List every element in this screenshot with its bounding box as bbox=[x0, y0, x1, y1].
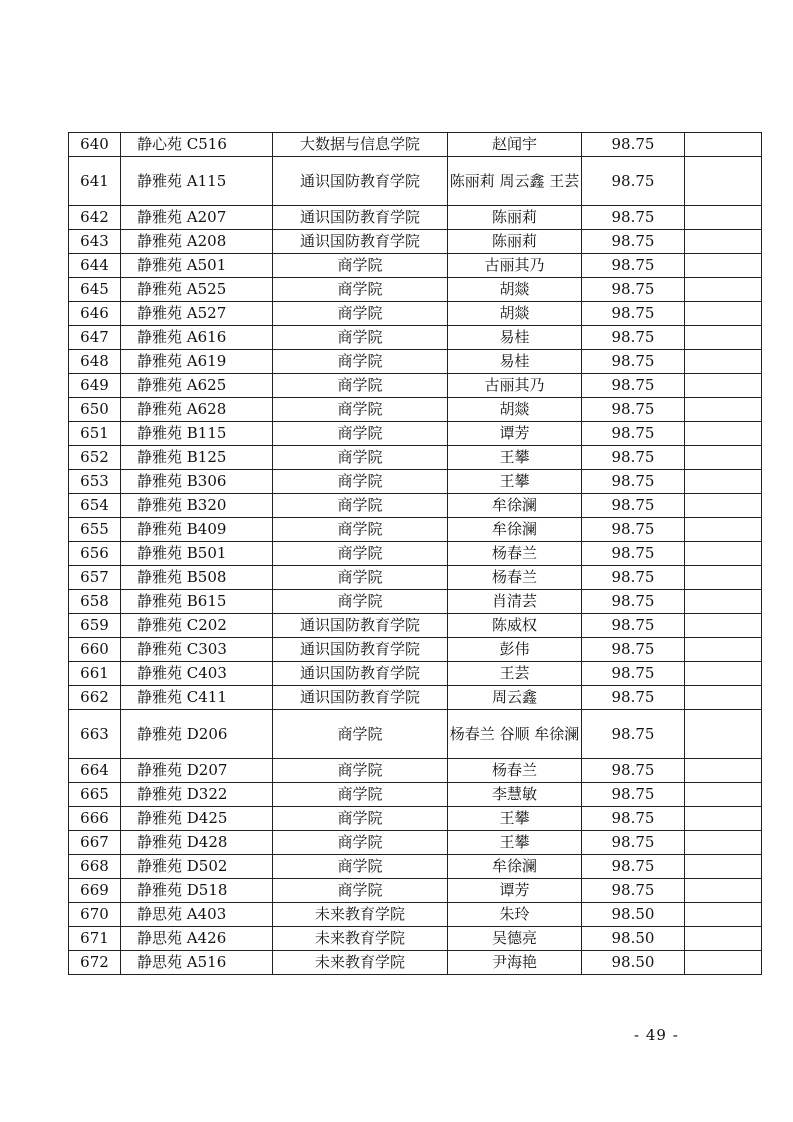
college-cell: 商学院 bbox=[273, 879, 448, 903]
college-cell: 商学院 bbox=[273, 254, 448, 278]
inspector-name-cell: 易桂 bbox=[448, 326, 582, 350]
table-row bbox=[69, 133, 762, 157]
score-cell: 98.75 bbox=[582, 230, 685, 254]
table-row bbox=[69, 686, 762, 710]
room-cell: 静雅苑 D428 bbox=[121, 831, 273, 855]
inspector-name-cell: 吴德亮 bbox=[448, 927, 582, 951]
table-row bbox=[69, 759, 762, 783]
inspector-name-cell: 胡燚 bbox=[448, 302, 582, 326]
remark-cell bbox=[685, 206, 762, 230]
row-number-cell: 667 bbox=[69, 831, 121, 855]
inspector-name-cell: 尹海艳 bbox=[448, 951, 582, 975]
college-cell: 商学院 bbox=[273, 278, 448, 302]
row-number-cell: 668 bbox=[69, 855, 121, 879]
inspector-name-cell: 彭伟 bbox=[448, 638, 582, 662]
inspector-name-cell: 王攀 bbox=[448, 831, 582, 855]
table-row bbox=[69, 710, 762, 759]
score-cell: 98.75 bbox=[582, 590, 685, 614]
row-number-cell: 641 bbox=[69, 157, 121, 206]
score-cell: 98.75 bbox=[582, 302, 685, 326]
inspector-name-cell: 陈丽莉 周云鑫 王芸 bbox=[448, 157, 582, 206]
table-row bbox=[69, 278, 762, 302]
college-cell: 商学院 bbox=[273, 855, 448, 879]
score-cell: 98.75 bbox=[582, 879, 685, 903]
row-number-cell: 669 bbox=[69, 879, 121, 903]
inspector-name-cell: 谭芳 bbox=[448, 879, 582, 903]
table-row bbox=[69, 807, 762, 831]
score-cell: 98.75 bbox=[582, 278, 685, 302]
college-cell: 商学院 bbox=[273, 807, 448, 831]
score-cell: 98.75 bbox=[582, 470, 685, 494]
room-cell: 静雅苑 D206 bbox=[121, 710, 273, 759]
college-cell: 商学院 bbox=[273, 302, 448, 326]
table-row bbox=[69, 542, 762, 566]
row-number-cell: 645 bbox=[69, 278, 121, 302]
table-row bbox=[69, 879, 762, 903]
score-cell: 98.75 bbox=[582, 855, 685, 879]
remark-cell bbox=[685, 446, 762, 470]
remark-cell bbox=[685, 326, 762, 350]
college-cell: 商学院 bbox=[273, 542, 448, 566]
remark-cell bbox=[685, 133, 762, 157]
table-row bbox=[69, 590, 762, 614]
inspector-name-cell: 赵闻宇 bbox=[448, 133, 582, 157]
row-number-cell: 657 bbox=[69, 566, 121, 590]
room-cell: 静雅苑 D502 bbox=[121, 855, 273, 879]
score-cell: 98.75 bbox=[582, 759, 685, 783]
row-number-cell: 656 bbox=[69, 542, 121, 566]
remark-cell bbox=[685, 350, 762, 374]
remark-cell bbox=[685, 783, 762, 807]
college-cell: 商学院 bbox=[273, 422, 448, 446]
row-number-cell: 660 bbox=[69, 638, 121, 662]
inspector-name-cell: 杨春兰 bbox=[448, 566, 582, 590]
college-cell: 商学院 bbox=[273, 518, 448, 542]
score-cell: 98.75 bbox=[582, 446, 685, 470]
college-cell: 商学院 bbox=[273, 374, 448, 398]
room-cell: 静雅苑 A616 bbox=[121, 326, 273, 350]
room-cell: 静雅苑 A207 bbox=[121, 206, 273, 230]
college-cell: 商学院 bbox=[273, 783, 448, 807]
inspector-name-cell: 朱玲 bbox=[448, 903, 582, 927]
table-row bbox=[69, 254, 762, 278]
college-cell: 商学院 bbox=[273, 590, 448, 614]
remark-cell bbox=[685, 542, 762, 566]
remark-cell bbox=[685, 879, 762, 903]
college-cell: 商学院 bbox=[273, 710, 448, 759]
row-number-cell: 655 bbox=[69, 518, 121, 542]
remark-cell bbox=[685, 590, 762, 614]
score-cell: 98.75 bbox=[582, 638, 685, 662]
table-row bbox=[69, 398, 762, 422]
college-cell: 大数据与信息学院 bbox=[273, 133, 448, 157]
inspector-name-cell: 胡燚 bbox=[448, 278, 582, 302]
college-cell: 商学院 bbox=[273, 831, 448, 855]
room-cell: 静雅苑 B508 bbox=[121, 566, 273, 590]
remark-cell bbox=[685, 157, 762, 206]
inspector-name-cell: 周云鑫 bbox=[448, 686, 582, 710]
room-cell: 静雅苑 A208 bbox=[121, 230, 273, 254]
inspector-name-cell: 杨春兰 bbox=[448, 759, 582, 783]
row-number-cell: 646 bbox=[69, 302, 121, 326]
inspector-name-cell: 牟徐澜 bbox=[448, 494, 582, 518]
room-cell: 静思苑 A516 bbox=[121, 951, 273, 975]
row-number-cell: 647 bbox=[69, 326, 121, 350]
inspector-name-cell: 牟徐澜 bbox=[448, 518, 582, 542]
row-number-cell: 648 bbox=[69, 350, 121, 374]
row-number-cell: 671 bbox=[69, 927, 121, 951]
inspector-name-cell: 陈丽莉 bbox=[448, 206, 582, 230]
table-row bbox=[69, 951, 762, 975]
row-number-cell: 654 bbox=[69, 494, 121, 518]
score-cell: 98.75 bbox=[582, 518, 685, 542]
college-cell: 通识国防教育学院 bbox=[273, 662, 448, 686]
score-cell: 98.75 bbox=[582, 831, 685, 855]
table-row bbox=[69, 566, 762, 590]
remark-cell bbox=[685, 278, 762, 302]
room-cell: 静雅苑 A501 bbox=[121, 254, 273, 278]
table-row bbox=[69, 783, 762, 807]
room-cell: 静雅苑 C411 bbox=[121, 686, 273, 710]
room-cell: 静思苑 A403 bbox=[121, 903, 273, 927]
row-number-cell: 650 bbox=[69, 398, 121, 422]
table-row bbox=[69, 350, 762, 374]
table-body bbox=[69, 133, 762, 975]
inspector-name-cell: 肖清芸 bbox=[448, 590, 582, 614]
remark-cell bbox=[685, 566, 762, 590]
remark-cell bbox=[685, 230, 762, 254]
score-cell: 98.75 bbox=[582, 494, 685, 518]
score-cell: 98.75 bbox=[582, 398, 685, 422]
table-row bbox=[69, 494, 762, 518]
room-cell: 静雅苑 A619 bbox=[121, 350, 273, 374]
room-cell: 静雅苑 A525 bbox=[121, 278, 273, 302]
room-cell: 静雅苑 D207 bbox=[121, 759, 273, 783]
table-row bbox=[69, 157, 762, 206]
college-cell: 通识国防教育学院 bbox=[273, 157, 448, 206]
score-cell: 98.75 bbox=[582, 542, 685, 566]
row-number-cell: 670 bbox=[69, 903, 121, 927]
college-cell: 商学院 bbox=[273, 350, 448, 374]
row-number-cell: 653 bbox=[69, 470, 121, 494]
inspector-name-cell: 胡燚 bbox=[448, 398, 582, 422]
row-number-cell: 649 bbox=[69, 374, 121, 398]
college-cell: 商学院 bbox=[273, 326, 448, 350]
room-cell: 静雅苑 B125 bbox=[121, 446, 273, 470]
score-cell: 98.75 bbox=[582, 157, 685, 206]
row-number-cell: 652 bbox=[69, 446, 121, 470]
remark-cell bbox=[685, 831, 762, 855]
inspector-name-cell: 王攀 bbox=[448, 807, 582, 831]
score-cell: 98.75 bbox=[582, 807, 685, 831]
remark-cell bbox=[685, 470, 762, 494]
inspector-name-cell: 王芸 bbox=[448, 662, 582, 686]
row-number-cell: 644 bbox=[69, 254, 121, 278]
college-cell: 未来教育学院 bbox=[273, 951, 448, 975]
row-number-cell: 665 bbox=[69, 783, 121, 807]
table-row bbox=[69, 446, 762, 470]
table-row bbox=[69, 662, 762, 686]
score-cell: 98.75 bbox=[582, 422, 685, 446]
score-cell: 98.75 bbox=[582, 206, 685, 230]
row-number-cell: 659 bbox=[69, 614, 121, 638]
score-cell: 98.75 bbox=[582, 710, 685, 759]
room-cell: 静雅苑 A625 bbox=[121, 374, 273, 398]
remark-cell bbox=[685, 903, 762, 927]
room-cell: 静雅苑 A527 bbox=[121, 302, 273, 326]
college-cell: 通识国防教育学院 bbox=[273, 230, 448, 254]
inspector-name-cell: 谭芳 bbox=[448, 422, 582, 446]
inspector-name-cell: 古丽其乃 bbox=[448, 374, 582, 398]
inspector-name-cell: 李慧敏 bbox=[448, 783, 582, 807]
college-cell: 商学院 bbox=[273, 494, 448, 518]
row-number-cell: 658 bbox=[69, 590, 121, 614]
remark-cell bbox=[685, 951, 762, 975]
college-cell: 通识国防教育学院 bbox=[273, 206, 448, 230]
table-row bbox=[69, 206, 762, 230]
room-cell: 静雅苑 C303 bbox=[121, 638, 273, 662]
room-cell: 静思苑 A426 bbox=[121, 927, 273, 951]
row-number-cell: 651 bbox=[69, 422, 121, 446]
college-cell: 通识国防教育学院 bbox=[273, 686, 448, 710]
inspector-name-cell: 古丽其乃 bbox=[448, 254, 582, 278]
table-row bbox=[69, 302, 762, 326]
table-row bbox=[69, 470, 762, 494]
college-cell: 通识国防教育学院 bbox=[273, 614, 448, 638]
table-row bbox=[69, 903, 762, 927]
college-cell: 商学院 bbox=[273, 398, 448, 422]
score-cell: 98.75 bbox=[582, 614, 685, 638]
table-row bbox=[69, 518, 762, 542]
row-number-cell: 643 bbox=[69, 230, 121, 254]
remark-cell bbox=[685, 927, 762, 951]
inspector-name-cell: 陈丽莉 bbox=[448, 230, 582, 254]
row-number-cell: 672 bbox=[69, 951, 121, 975]
room-cell: 静雅苑 C403 bbox=[121, 662, 273, 686]
table-row bbox=[69, 927, 762, 951]
inspector-name-cell: 杨春兰 bbox=[448, 542, 582, 566]
remark-cell bbox=[685, 710, 762, 759]
row-number-cell: 642 bbox=[69, 206, 121, 230]
table-row bbox=[69, 230, 762, 254]
inspector-name-cell: 王攀 bbox=[448, 470, 582, 494]
inspector-name-cell: 杨春兰 谷顺 牟徐澜 bbox=[448, 710, 582, 759]
college-cell: 未来教育学院 bbox=[273, 927, 448, 951]
table-row bbox=[69, 374, 762, 398]
remark-cell bbox=[685, 422, 762, 446]
row-number-cell: 663 bbox=[69, 710, 121, 759]
table-row bbox=[69, 855, 762, 879]
dormitory-score-table-wrapper bbox=[68, 132, 741, 975]
row-number-cell: 664 bbox=[69, 759, 121, 783]
room-cell: 静雅苑 D518 bbox=[121, 879, 273, 903]
college-cell: 商学院 bbox=[273, 446, 448, 470]
score-cell: 98.50 bbox=[582, 903, 685, 927]
remark-cell bbox=[685, 398, 762, 422]
room-cell: 静雅苑 A628 bbox=[121, 398, 273, 422]
college-cell: 商学院 bbox=[273, 470, 448, 494]
remark-cell bbox=[685, 518, 762, 542]
room-cell: 静雅苑 C202 bbox=[121, 614, 273, 638]
score-cell: 98.50 bbox=[582, 927, 685, 951]
room-cell: 静心苑 C516 bbox=[121, 133, 273, 157]
remark-cell bbox=[685, 614, 762, 638]
score-cell: 98.75 bbox=[582, 566, 685, 590]
remark-cell bbox=[685, 686, 762, 710]
score-cell: 98.75 bbox=[582, 254, 685, 278]
inspector-name-cell: 王攀 bbox=[448, 446, 582, 470]
row-number-cell: 640 bbox=[69, 133, 121, 157]
remark-cell bbox=[685, 374, 762, 398]
score-cell: 98.75 bbox=[582, 133, 685, 157]
room-cell: 静雅苑 D322 bbox=[121, 783, 273, 807]
score-cell: 98.50 bbox=[582, 951, 685, 975]
remark-cell bbox=[685, 302, 762, 326]
room-cell: 静雅苑 B501 bbox=[121, 542, 273, 566]
remark-cell bbox=[685, 662, 762, 686]
college-cell: 通识国防教育学院 bbox=[273, 638, 448, 662]
remark-cell bbox=[685, 807, 762, 831]
inspector-name-cell: 易桂 bbox=[448, 350, 582, 374]
table-row bbox=[69, 326, 762, 350]
row-number-cell: 661 bbox=[69, 662, 121, 686]
college-cell: 商学院 bbox=[273, 566, 448, 590]
table-row bbox=[69, 831, 762, 855]
college-cell: 商学院 bbox=[273, 759, 448, 783]
remark-cell bbox=[685, 638, 762, 662]
inspector-name-cell: 牟徐澜 bbox=[448, 855, 582, 879]
room-cell: 静雅苑 D425 bbox=[121, 807, 273, 831]
row-number-cell: 662 bbox=[69, 686, 121, 710]
remark-cell bbox=[685, 759, 762, 783]
room-cell: 静雅苑 B615 bbox=[121, 590, 273, 614]
remark-cell bbox=[685, 254, 762, 278]
row-number-cell: 666 bbox=[69, 807, 121, 831]
score-cell: 98.75 bbox=[582, 326, 685, 350]
table-row bbox=[69, 422, 762, 446]
table-row bbox=[69, 638, 762, 662]
score-cell: 98.75 bbox=[582, 662, 685, 686]
table-row bbox=[69, 614, 762, 638]
room-cell: 静雅苑 A115 bbox=[121, 157, 273, 206]
remark-cell bbox=[685, 494, 762, 518]
dormitory-score-table bbox=[68, 132, 762, 975]
remark-cell bbox=[685, 855, 762, 879]
score-cell: 98.75 bbox=[582, 374, 685, 398]
inspector-name-cell: 陈威权 bbox=[448, 614, 582, 638]
room-cell: 静雅苑 B409 bbox=[121, 518, 273, 542]
page-number: - 49 - bbox=[634, 1026, 679, 1044]
room-cell: 静雅苑 B320 bbox=[121, 494, 273, 518]
college-cell: 未来教育学院 bbox=[273, 903, 448, 927]
score-cell: 98.75 bbox=[582, 783, 685, 807]
score-cell: 98.75 bbox=[582, 350, 685, 374]
score-cell: 98.75 bbox=[582, 686, 685, 710]
room-cell: 静雅苑 B115 bbox=[121, 422, 273, 446]
room-cell: 静雅苑 B306 bbox=[121, 470, 273, 494]
